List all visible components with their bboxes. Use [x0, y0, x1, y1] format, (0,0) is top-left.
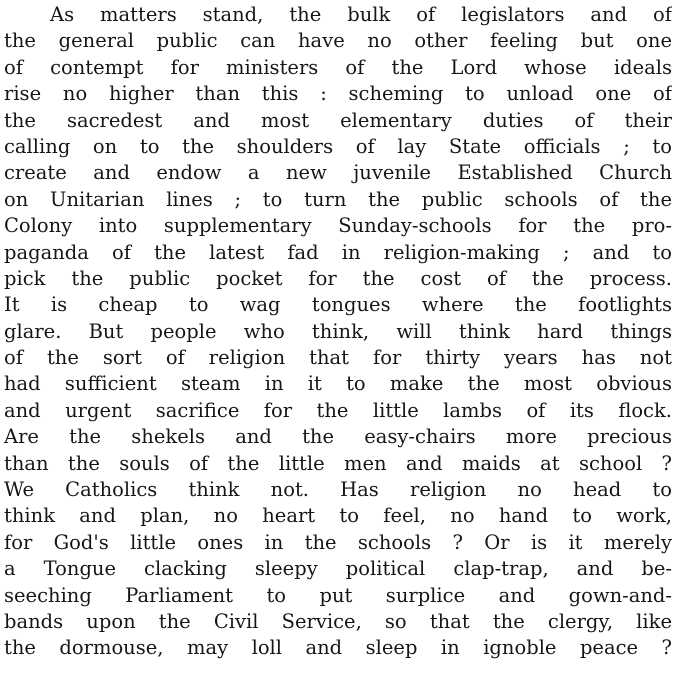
text-line: and urgent sacrifice for the little lambs of its flock. — [4, 398, 672, 422]
text-line: than the souls of the little men and maids at school ? — [4, 451, 672, 475]
text-line: a Tongue clacking sleepy political clap-trap, and be- — [4, 557, 672, 581]
text-line: the dormouse, may loll and sleep in ignoble peace ? — [4, 636, 672, 660]
text-line: had sufficient steam in it to make the most obvious — [4, 372, 672, 396]
article-column — [4, 2, 672, 662]
text-line: Are the shekels and the easy-chairs more precious — [4, 425, 672, 449]
text-line: on Unitarian lines ; to turn the public schools of the — [4, 187, 672, 211]
text-line: seeching Parliament to put surplice and gown-and- — [4, 583, 672, 607]
text-line: of contempt for ministers of the Lord whose ideals — [4, 55, 672, 79]
text-line: bands upon the Civil Service, so that the clergy, like — [4, 609, 672, 633]
text-line: glare. But people who think, will think hard things — [4, 319, 672, 343]
text-line: We Catholics think not. Has religion no head to — [4, 478, 672, 502]
text-line: think and plan, no heart to feel, no hand to work, — [4, 504, 672, 528]
text-line: calling on to the shoulders of lay State officials ; to — [4, 134, 672, 158]
text-line: rise no higher than this : scheming to unload one of — [4, 82, 672, 106]
text-line: pick the public pocket for the cost of the process. — [4, 266, 672, 290]
text-line: the general public can have no other feeling but one — [4, 29, 672, 53]
text-line: the sacredest and most elementary duties of their — [4, 108, 672, 132]
text-line: It is cheap to wag tongues where the footlights — [4, 293, 672, 317]
text-line: Colony into supplementary Sunday-schools for the pro- — [4, 214, 672, 238]
text-line: create and endow a new juvenile Established Church — [4, 161, 672, 185]
text-line: of the sort of religion that for thirty years has not — [4, 346, 672, 370]
text-line: for God's little ones in the schools ? Or is it merely — [4, 530, 672, 554]
text-line: As matters stand, the bulk of legislators and of — [50, 3, 672, 26]
text-line: paganda of the latest fad in religion-making ; and to — [4, 240, 672, 264]
